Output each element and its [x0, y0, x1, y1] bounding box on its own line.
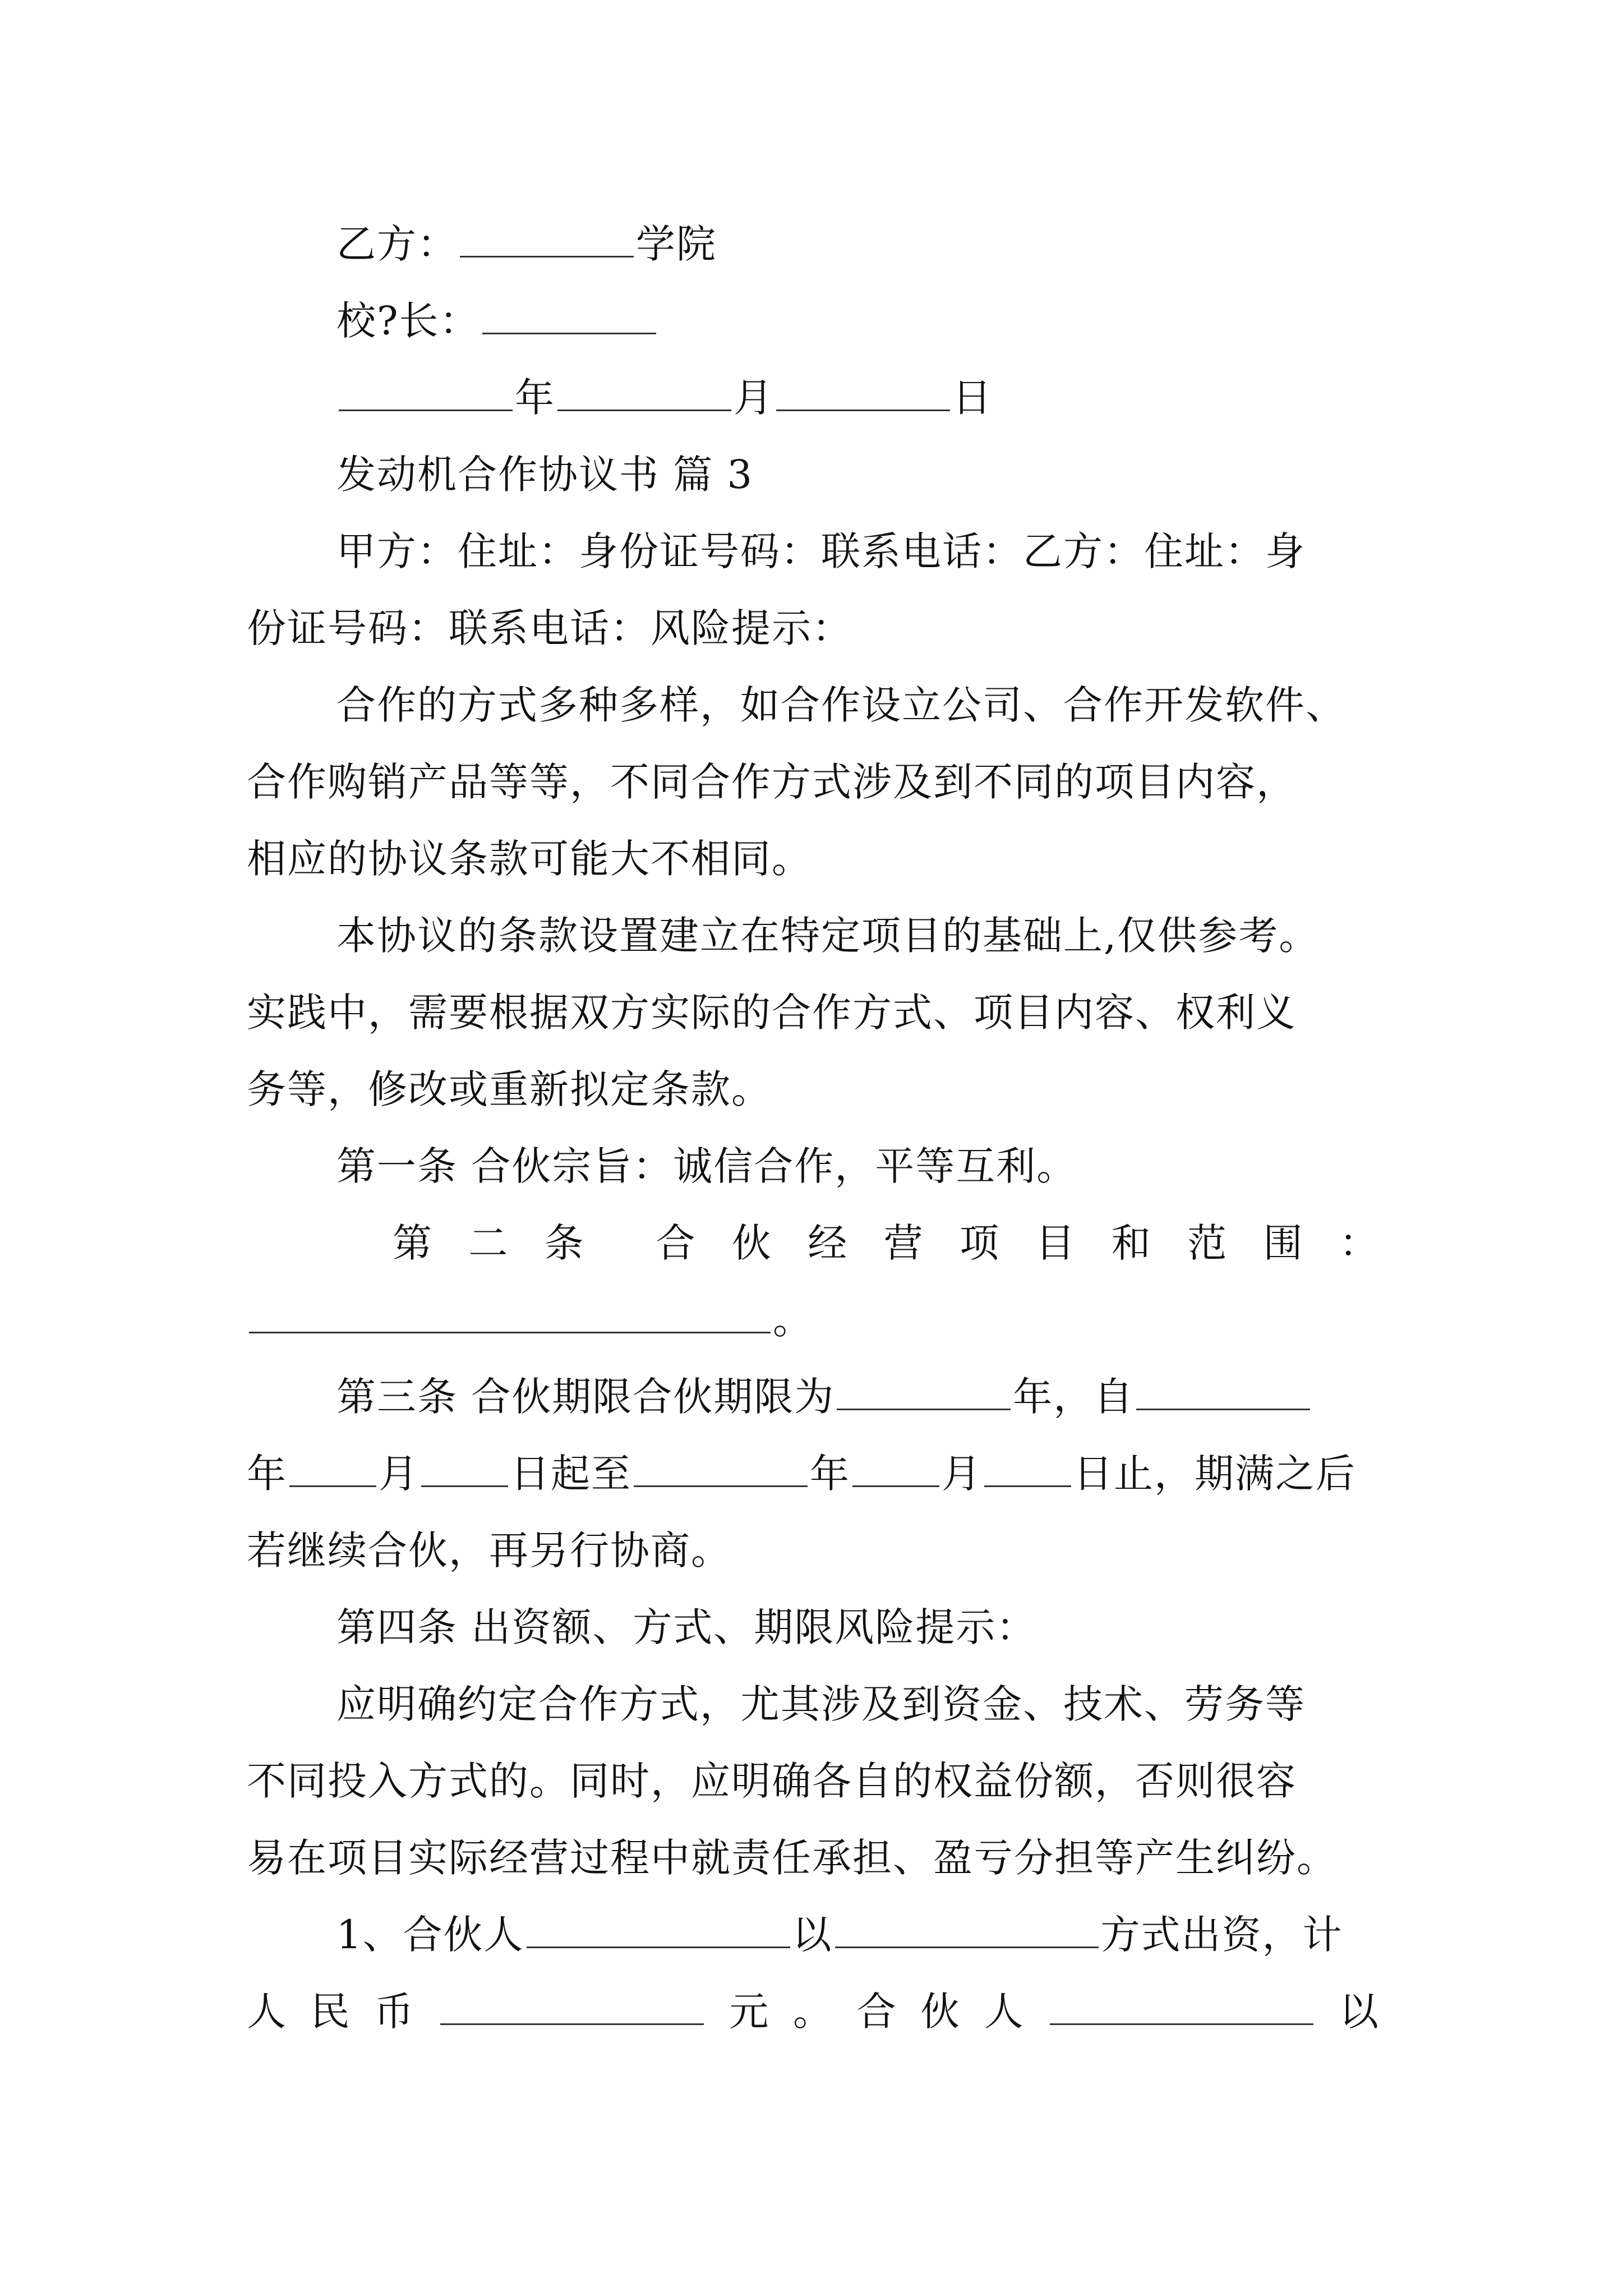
- date-month: 月: [734, 375, 774, 421]
- article-2-char: 伙: [731, 1220, 772, 1266]
- blank-field: [249, 1292, 771, 1333]
- article-3-prefix: 第三条 合伙期限合伙期限为: [336, 1374, 835, 1420]
- article-2-char: 合: [656, 1220, 697, 1266]
- article-2-char: 经: [808, 1220, 849, 1266]
- article-1: 第一条 合伙宗旨：诚信合作，平等互利。: [336, 1143, 1077, 1189]
- article-2-char: 项: [960, 1220, 1000, 1266]
- blank-field: [835, 1907, 1099, 1948]
- article-3-year: 年: [247, 1451, 287, 1497]
- item-1-line-2: [247, 1984, 1380, 2040]
- blank-field: [527, 1907, 790, 1948]
- article-2-char: 二: [468, 1220, 509, 1266]
- section-heading: 发动机合作协议书 篇 3: [336, 452, 754, 498]
- blank-field: [1050, 1984, 1313, 2025]
- article-3-year-2: 年: [810, 1451, 850, 1497]
- article-2-char: ：: [1339, 1220, 1380, 1266]
- item-1-char: 人: [247, 1989, 287, 2035]
- article-3-line-3: 若继续合伙，再另行协商。: [247, 1527, 731, 1573]
- article-2-char: 围: [1263, 1220, 1304, 1266]
- blank-field: [460, 217, 634, 257]
- item-1-char: 民: [310, 1989, 351, 2035]
- para1-line-2: 合作购销产品等等，不同合作方式涉及到不同的项目内容，: [247, 759, 1297, 805]
- item-1-suffix: 方式出资，计: [1100, 1912, 1343, 1958]
- date-day: 日: [952, 375, 993, 421]
- item-1-char: 伙: [920, 1989, 961, 2035]
- item-1-char: 人: [984, 1989, 1025, 2035]
- parties-line-2: 份证号码：联系电话：风险提示：: [247, 605, 852, 651]
- article-2-char: 营: [883, 1220, 924, 1266]
- blank-field: [289, 1446, 376, 1487]
- item-1-mid: 以: [792, 1912, 833, 1958]
- principal-label: 校?长：: [336, 298, 480, 344]
- blank-field: [1136, 1369, 1310, 1410]
- article-3-month-2: 月: [942, 1451, 982, 1497]
- party-b-suffix: 学院: [636, 221, 717, 267]
- blank-field: [837, 1369, 1011, 1410]
- article-3-day-end: 日止，期满之后: [1073, 1451, 1356, 1497]
- blank-field: [852, 1446, 939, 1487]
- para3-line-1: 应明确约定合作方式，尤其涉及到资金、技术、劳务等: [336, 1681, 1306, 1727]
- para2-line-3: 务等，修改或重新拟定条款。: [247, 1066, 772, 1112]
- item-1-char: 。: [792, 1989, 833, 2035]
- principal-line: [336, 293, 1380, 349]
- blank-field: [482, 293, 656, 334]
- article-2-line-1: [393, 1215, 1380, 1271]
- article-2-char: 范: [1187, 1220, 1228, 1266]
- date-year: 年: [515, 375, 555, 421]
- blank-field: [440, 1984, 704, 2025]
- para3-line-2: 不同投入方式的。同时，应明确各自的权益份额，否则很容: [247, 1758, 1297, 1804]
- item-1-char: 币: [374, 1989, 415, 2035]
- article-2-end: 。: [773, 1297, 813, 1343]
- article-2-char: 目: [1035, 1220, 1076, 1266]
- article-3-month: 月: [379, 1451, 419, 1497]
- article-3-year-from: 年，自: [1013, 1374, 1135, 1420]
- party-b-label: 乙方：: [336, 221, 458, 267]
- para1-line-1: 合作的方式多种多样，如合作设立公司、合作开发软件、: [336, 682, 1346, 728]
- blank-field: [634, 1446, 808, 1487]
- article-3-line-2: [247, 1446, 1380, 1502]
- blank-field: [557, 370, 731, 411]
- item-1-line-1: [336, 1907, 1380, 1963]
- date-line: [336, 370, 1380, 426]
- blank-field: [984, 1446, 1071, 1487]
- blank-field: [421, 1446, 508, 1487]
- para1-line-3: 相应的协议条款可能大不相同。: [247, 836, 812, 882]
- article-3-day-to: 日起至: [510, 1451, 631, 1497]
- article-3-line-1: [336, 1369, 1380, 1425]
- para2-line-1: 本协议的条款设置建立在特定项目的基础上,仅供参考。: [336, 913, 1320, 959]
- item-1-prefix: 1、合伙人: [336, 1912, 524, 1958]
- article-2-line-2: [247, 1292, 1380, 1348]
- para2-line-2: 实践中，需要根据双方实际的合作方式、项目内容、权利义: [247, 990, 1297, 1036]
- item-1-char: 合: [856, 1989, 897, 2035]
- item-1-char: 元: [729, 1989, 770, 2035]
- party-b-line: [336, 216, 1380, 272]
- item-1-line-2-end: 以: [1339, 1989, 1380, 2035]
- article-4: 第四条 出资额、方式、期限风险提示：: [336, 1604, 1037, 1650]
- article-2-char: 第: [393, 1220, 433, 1266]
- article-2-char: 条: [544, 1220, 585, 1266]
- para3-line-3: 易在项目实际经营过程中就责任承担、盈亏分担等产生纠纷。: [247, 1835, 1337, 1881]
- article-2-char: 和: [1111, 1220, 1152, 1266]
- blank-field: [776, 370, 950, 411]
- parties-line-1: 甲方：住址：身份证号码：联系电话：乙方：住址：身: [336, 528, 1306, 574]
- blank-field: [339, 370, 513, 411]
